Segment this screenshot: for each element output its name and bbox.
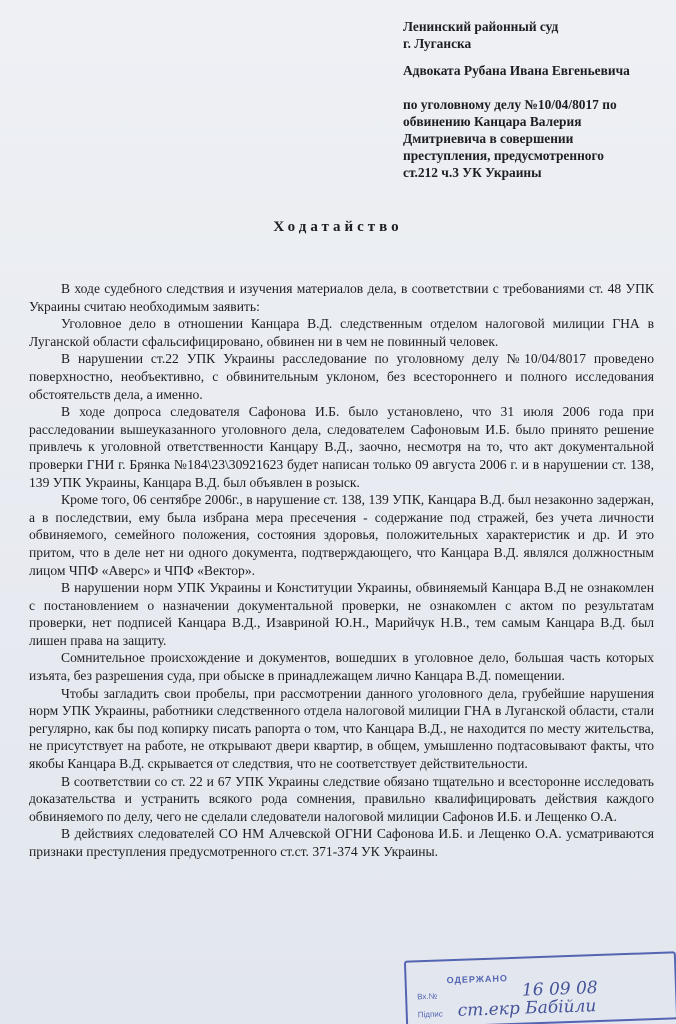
received-stamp — [404, 951, 676, 1024]
case-line: ст.212 ч.3 УК Украины — [403, 165, 542, 180]
case-line: преступления, предусмотренного — [403, 148, 604, 163]
paragraph: Сомнительное происхождение и документов, вошедших в уголовное дело, большая часть которых изъята, без разрешения суда, при обыске в принадлежащем лично Канцара В.Д. помещении. — [29, 650, 654, 684]
advocate-name: Адвоката Рубана Ивана Евгеньевича — [403, 63, 630, 78]
stamp-sign-label: Підпис — [417, 1009, 443, 1020]
court-city: г. Луганска — [403, 36, 472, 51]
case-line: Дмитриевича в совершении — [403, 131, 574, 146]
document-body — [29, 280, 654, 861]
case-line: по уголовному делу №10/04/8017 по — [403, 97, 617, 112]
paragraph: В ходе судебного следствия и изучения материалов дела, в соответствии с требованиями ст. 48 УПК Украины считаю необходимым заявить: — [29, 281, 654, 314]
stamp-date: 16 09 08 — [521, 978, 599, 1001]
case-line: обвинению Канцара Валерия — [403, 114, 582, 129]
stamp-heading: ОДЕРЖАНО — [446, 973, 509, 986]
paragraph: В действиях следователей СО НМ Алчевской ОГНИ Сафонова И.Б. и Лещенко О.А. усматриваются признаки преступления предусмотренного ст.ст. 371-374 УК Украины. — [29, 826, 654, 859]
court-name: Ленинский районный суд — [403, 19, 559, 34]
addressee-block — [403, 18, 668, 181]
document-title: Ходатайство — [273, 219, 403, 235]
paragraph: Уголовное дело в отношении Канцара В.Д. следственным отделом налоговой милиции ГНА в Луганской области сфальсифицировано, обвинен ни в чем не повинный человек. — [29, 316, 654, 349]
stamp-number-label: Вх.№ — [417, 991, 438, 1002]
paragraph: В соответствии со ст. 22 и 67 УПК Украины следствие обязано тщательно и всесторонне исследовать доказательства и устранить всякого рода сомнения, правильно квалифицировать действия каждого обвиняемого по делу, чего не сделали следователи налоговой милиции Сафонов И.Б. и Лещенко О.А. — [29, 773, 654, 824]
paragraph: В нарушении норм УПК Украины и Конституции Украины, обвиняемый Канцара В.Д не ознакомлен с постановлением о назначении документальной проверки, не ознакомлен с актом по результатам проверки, нет подписей Канцара В.Д., Изавриной Ю.Н., Марийчук Н.В., тем самым Канцара В.Д. был лишен права на защиту. — [29, 580, 654, 648]
stamp-signature: ст.екр Бабійли — [457, 996, 597, 1021]
paragraph: В нарушении ст.22 УПК Украины расследование по уголовному делу №10/04/8017 проведено поверхностно, необъективно, с обвинительным уклоном, без всестороннего и полного исследования обстоятельств дела, а именно. — [29, 351, 654, 402]
paragraph: Чтобы загладить свои пробелы, при рассмотрении данного уголовного дела, грубейшие нарушения норм УПК Украины, работники следственного отдела налоговой милиции ГНА в Луганской области, стали регулярно, как бы под копирку писать рапорта о том, что Канцара В.Д., не находится по месту жительства, не присутствует на работе, не открывают двери квартир, в общем, умышленно подтасовывают факты, что якобы Канцара В.Д. скрывается от следствия, что не соответствует действительности. — [29, 685, 654, 772]
paragraph: В ходе допроса следователя Сафонова И.Б. было установлено, что 31 июля 2006 года при расследовании вышеуказанного уголовного дела, следователем Сафоновым И.Б. было принято решение привлечь к уголовной ответственности Канцару В.Д., заочно, несмотря на то, что акт документальной проверки ГНИ г. Брянка №184\23\30921623 будет написан только 09 августа 2006 г. и в нарушении ст. 138, 139 УПК Украины, Канцара В.Д. был объявлен в розыск. — [29, 404, 654, 490]
paragraph: Кроме того, 06 сентябре 2006г., в нарушение ст. 138, 139 УПК, Канцара В.Д. был незаконно задержан, а в последствии, ему была избрана мера пресечения - содержание под стражей, без учета личности обвиняемого, семейного положения, состояния здоровья, положительных характеристик и др. И это притом, что в деле нет ни одного документа, подтверждающего, что Канцара В.Д. являлся должностным лицом ЧПФ «Аверс» и ЧПФ «Вектор». — [29, 492, 654, 578]
